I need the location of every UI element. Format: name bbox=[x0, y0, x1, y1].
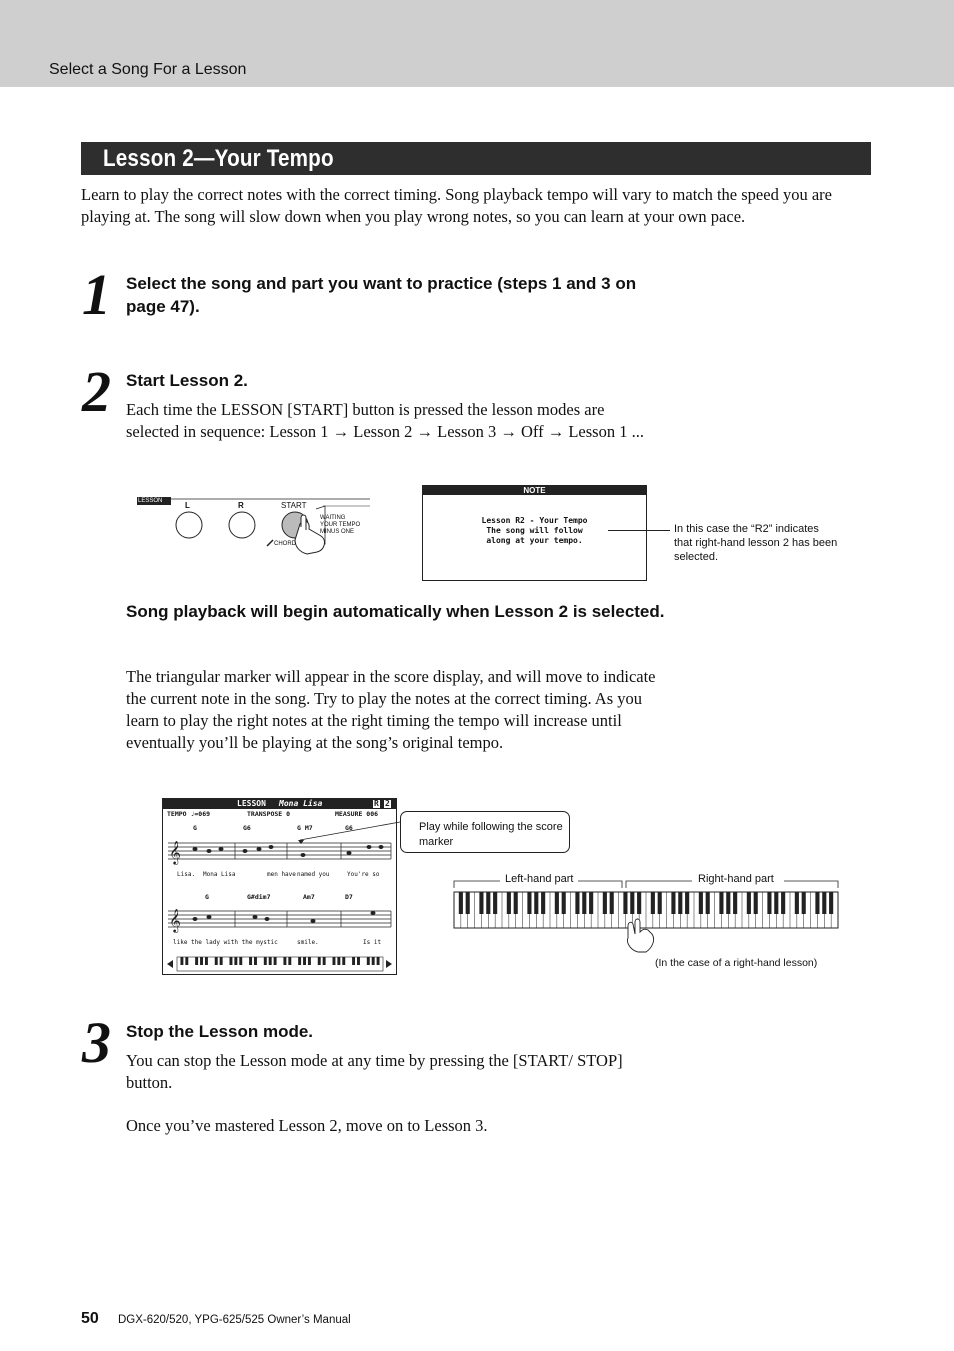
panel-start-label: START bbox=[281, 501, 307, 510]
page-number: 50 bbox=[81, 1310, 99, 1327]
step-2-body: Each time the LESSON [START] button is pressed the lesson modes are selected in sequence: Lesson 1 → Lesson 2 → Lesson 3 → Off → Lesson 1 ... bbox=[126, 400, 644, 441]
note-lcd-header: NOTE bbox=[423, 486, 646, 495]
lesson-title-bar bbox=[81, 142, 871, 175]
score-row2-lyric: Is it bbox=[363, 939, 382, 946]
lesson-intro: Learn to play the correct notes with the correct timing. Song playback tempo will vary to match the speed you are playing at. The song will slow down when you play wrong notes, so you can learn at your own pace. bbox=[81, 185, 832, 226]
note-lcd-line-3: along at your tempo. bbox=[486, 536, 583, 545]
note-lcd-line-1: Lesson R2 - Your Tempo bbox=[481, 516, 588, 525]
right-hand-part-label: Right-hand part bbox=[695, 872, 777, 886]
panel-r-label: R bbox=[238, 501, 244, 510]
marker-callout-box bbox=[400, 811, 570, 853]
section-title: Select a Song For a Lesson bbox=[49, 61, 247, 78]
score-lcd-badge-r: R bbox=[374, 799, 379, 808]
keyboard-graphic bbox=[452, 878, 842, 960]
marker-callout-text: Play while following the score marker bbox=[419, 821, 563, 848]
playback-body: The triangular marker will appear in the score display, and will move to indicate the current note in the song. Try to play the notes at the correct timing. As you learn to play the right notes at the right timing the tempo will increase until eventually you’ll be playing at the song’s original tempo. bbox=[126, 667, 656, 752]
marker-callout-pointer bbox=[298, 818, 402, 842]
score-row1-lyric: Mona Lisa bbox=[203, 871, 236, 878]
score-mini-keyboard bbox=[165, 956, 394, 972]
score-row2-chord: D7 bbox=[345, 893, 353, 901]
panel-chord-label: CHORD bbox=[274, 541, 296, 547]
step-3-body: You can stop the Lesson mode at any time by pressing the [START/ STOP] button. bbox=[126, 1051, 623, 1092]
score-row2-chord: G bbox=[205, 893, 209, 901]
score-row2-chord: G#dim7 bbox=[247, 893, 271, 901]
step-2-heading: Start Lesson 2. bbox=[126, 371, 248, 390]
score-row2-lyric: like the lady with the mystic bbox=[173, 939, 278, 946]
svg-text:𝄞: 𝄞 bbox=[169, 908, 181, 932]
score-lcd-measure: MEASURE 006 bbox=[335, 810, 379, 818]
score-lcd-song: Mona Lisa bbox=[279, 799, 323, 808]
score-row1-lyric: You're so bbox=[347, 871, 380, 878]
step-3-body-2: Once you’ve mastered Lesson 2, move on to Lesson 3. bbox=[126, 1116, 488, 1135]
score-row1-lyric: named you bbox=[297, 871, 330, 878]
panel-waiting-label: WAITING bbox=[320, 515, 346, 521]
score-lcd-title: LESSON bbox=[237, 799, 266, 808]
note-callout-leader bbox=[608, 530, 670, 531]
panel-lesson-label: LESSON bbox=[138, 498, 163, 504]
note-lcd-display bbox=[422, 485, 647, 581]
panel-your-tempo-label: YOUR TEMPO bbox=[320, 522, 361, 528]
score-row1-lyric: men have bbox=[267, 871, 296, 878]
score-row1-chord: G6 bbox=[243, 824, 251, 832]
step-3-number: 3 bbox=[82, 1010, 111, 1075]
score-row1-chord: G6 bbox=[345, 824, 353, 832]
playback-heading: Song playback will begin automatically when Lesson 2 is selected. bbox=[126, 602, 665, 621]
score-lcd-transpose: TRANSPOSE 0 bbox=[247, 810, 291, 818]
step-3-heading: Stop the Lesson mode. bbox=[126, 1022, 314, 1041]
score-row1-chord: G M7 bbox=[297, 824, 313, 832]
score-lcd-header-bar bbox=[163, 799, 396, 809]
step-1-number: 1 bbox=[82, 262, 111, 327]
note-lcd-line-2: The song will follow bbox=[486, 526, 583, 535]
manual-name: DGX-620/520, YPG-625/525 Owner’s Manual bbox=[118, 1314, 351, 1326]
step-2-number: 2 bbox=[82, 359, 111, 424]
note-callout-text: In this case the “R2” indicates that right-hand lesson 2 has been selected. bbox=[674, 523, 838, 563]
panel-minus-one-label: MINUS ONE bbox=[320, 529, 355, 535]
panel-l-label: L bbox=[185, 501, 190, 510]
score-row1-chord: G bbox=[193, 824, 197, 832]
score-lcd-tempo: TEMPO ♩=069 bbox=[167, 810, 211, 818]
score-row2-chord: Am7 bbox=[303, 893, 315, 901]
lesson-panel-illustration bbox=[135, 494, 375, 556]
keyboard-caption: (In the case of a right-hand lesson) bbox=[655, 957, 818, 969]
lesson-title: Lesson 2—Your Tempo bbox=[103, 145, 334, 172]
score-row2-lyric: smile. bbox=[297, 939, 319, 946]
score-lcd-badge-num: 2 bbox=[385, 799, 390, 808]
score-staff-graphic bbox=[163, 834, 396, 969]
score-row1-lyric: Lisa. bbox=[177, 871, 196, 878]
svg-text:𝄞: 𝄞 bbox=[169, 840, 181, 864]
left-hand-part-label: Left-hand part bbox=[502, 872, 577, 886]
step-1-heading: Select the song and part you want to practice (steps 1 and 3 on page 47). bbox=[126, 274, 637, 316]
